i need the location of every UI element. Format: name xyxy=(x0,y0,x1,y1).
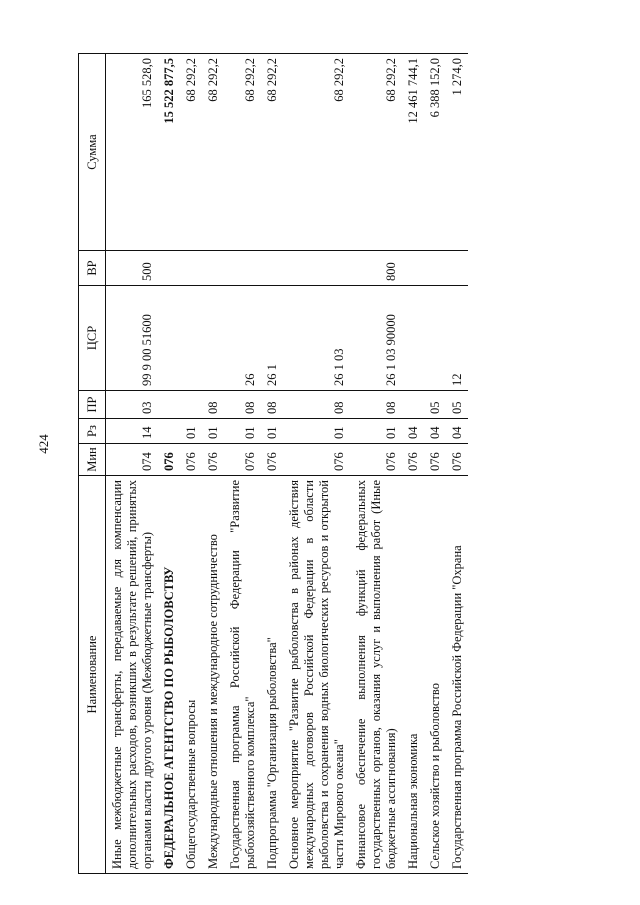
row-csr: 26 xyxy=(224,286,261,391)
row-pr: 08 xyxy=(261,391,283,419)
table-row xyxy=(106,54,159,874)
row-sum: 68 292,2 xyxy=(202,54,224,251)
row-pr: 03 xyxy=(106,391,159,419)
row-sum: 68 292,2 xyxy=(283,54,350,251)
row-vr xyxy=(424,251,446,286)
row-sum: 68 292,2 xyxy=(224,54,261,251)
row-sum: 68 292,2 xyxy=(350,54,402,251)
row-vr xyxy=(224,251,261,286)
row-min: 076 xyxy=(261,444,283,476)
row-rz: 01 xyxy=(261,419,283,444)
row-vr: 800 xyxy=(350,251,402,286)
row-min: 076 xyxy=(180,444,202,476)
row-csr xyxy=(402,286,424,391)
table-row xyxy=(283,54,350,874)
row-min: 076 xyxy=(350,444,402,476)
row-csr: 12 xyxy=(446,286,468,391)
row-csr xyxy=(202,286,224,391)
table-row xyxy=(350,54,402,874)
row-name: Государственная программа Российской Федерации "Охрана xyxy=(446,476,468,874)
row-min: 076 xyxy=(202,444,224,476)
row-name: Основное мероприятие "Развитие рыболовства в районах действия международных договоров Российской Федерации в области рыболовства и сохранения водных биологических ресурсов и открытой части Мирового океана" xyxy=(283,476,350,874)
row-rz: 01 xyxy=(180,419,202,444)
page-number: 424 xyxy=(35,434,51,454)
row-pr: 08 xyxy=(224,391,261,419)
row-pr: 05 xyxy=(424,391,446,419)
row-name: Иные межбюджетные трансферты, передаваемые для компенсации дополнительных расходов, возникших в результате решений, принятых органами власти другого уровня (Межбюджетные трансферты) xyxy=(106,476,159,874)
table-row xyxy=(424,54,446,874)
row-csr: 26 1 xyxy=(261,286,283,391)
row-min: 074 xyxy=(106,444,159,476)
row-vr xyxy=(158,251,180,286)
header-vr: ВР xyxy=(79,251,106,286)
row-name: Сельское хозяйство и рыболовство xyxy=(424,476,446,874)
row-csr: 26 1 03 xyxy=(283,286,350,391)
row-pr: 08 xyxy=(283,391,350,419)
row-vr xyxy=(180,251,202,286)
row-rz: 01 xyxy=(224,419,261,444)
row-sum: 165 528,0 xyxy=(106,54,159,251)
row-pr: 05 xyxy=(446,391,468,419)
row-rz xyxy=(158,419,180,444)
header-min: Мин xyxy=(79,444,106,476)
row-name: Общегосударственные вопросы xyxy=(180,476,202,874)
row-min: 076 xyxy=(158,444,180,476)
budget-table xyxy=(78,53,468,874)
row-csr: 26 1 03 90000 xyxy=(350,286,402,391)
row-csr xyxy=(424,286,446,391)
row-pr xyxy=(402,391,424,419)
table-row xyxy=(402,54,424,874)
row-name: Государственная программа Российской Федерации "Развитие рыбохозяйственного комплекса" xyxy=(224,476,261,874)
row-sum: 68 292,2 xyxy=(261,54,283,251)
row-vr xyxy=(202,251,224,286)
table-row xyxy=(180,54,202,874)
row-csr xyxy=(158,286,180,391)
header-rz: Рз xyxy=(79,419,106,444)
row-rz: 14 xyxy=(106,419,159,444)
table-row xyxy=(224,54,261,874)
row-name: ФЕДЕРАЛЬНОЕ АГЕНТСТВО ПО РЫБОЛОВСТВУ xyxy=(158,476,180,874)
row-min: 076 xyxy=(446,444,468,476)
row-pr xyxy=(158,391,180,419)
row-pr: 08 xyxy=(350,391,402,419)
row-pr xyxy=(180,391,202,419)
row-min: 076 xyxy=(224,444,261,476)
row-name: Национальная экономика xyxy=(402,476,424,874)
row-vr xyxy=(402,251,424,286)
header-name: Наименование xyxy=(79,476,106,874)
header-pr: ПР xyxy=(79,391,106,419)
row-sum: 12 461 744,1 xyxy=(402,54,424,251)
row-vr: 500 xyxy=(106,251,159,286)
row-pr: 08 xyxy=(202,391,224,419)
row-sum: 68 292,2 xyxy=(180,54,202,251)
row-rz: 01 xyxy=(350,419,402,444)
row-rz: 04 xyxy=(424,419,446,444)
row-min: 076 xyxy=(402,444,424,476)
row-rz: 01 xyxy=(202,419,224,444)
table-row xyxy=(446,54,468,874)
row-csr: 99 9 00 51600 xyxy=(106,286,159,391)
header-sum: Сумма xyxy=(79,54,106,251)
header-csr: ЦСР xyxy=(79,286,106,391)
table-row xyxy=(261,54,283,874)
rotated-page-content xyxy=(78,54,593,874)
table-row xyxy=(158,54,180,874)
row-name: Международные отношения и международное сотрудничество xyxy=(202,476,224,874)
row-rz: 04 xyxy=(402,419,424,444)
table-row xyxy=(202,54,224,874)
row-rz: 01 xyxy=(283,419,350,444)
row-sum: 15 522 877,5 xyxy=(158,54,180,251)
row-name: Подпрограмма "Организация рыболовства" xyxy=(261,476,283,874)
row-vr xyxy=(261,251,283,286)
row-min: 076 xyxy=(424,444,446,476)
row-rz: 04 xyxy=(446,419,468,444)
row-sum: 1 274,0 xyxy=(446,54,468,251)
table-header-row xyxy=(79,54,106,874)
row-csr xyxy=(180,286,202,391)
row-name: Финансовое обеспечение выполнения функций федеральных государственных органов, оказания услуг и выполнения работ (Иные бюджетные ассигнования) xyxy=(350,476,402,874)
row-vr xyxy=(283,251,350,286)
row-sum: 6 388 152,0 xyxy=(424,54,446,251)
row-vr xyxy=(446,251,468,286)
row-min: 076 xyxy=(283,444,350,476)
